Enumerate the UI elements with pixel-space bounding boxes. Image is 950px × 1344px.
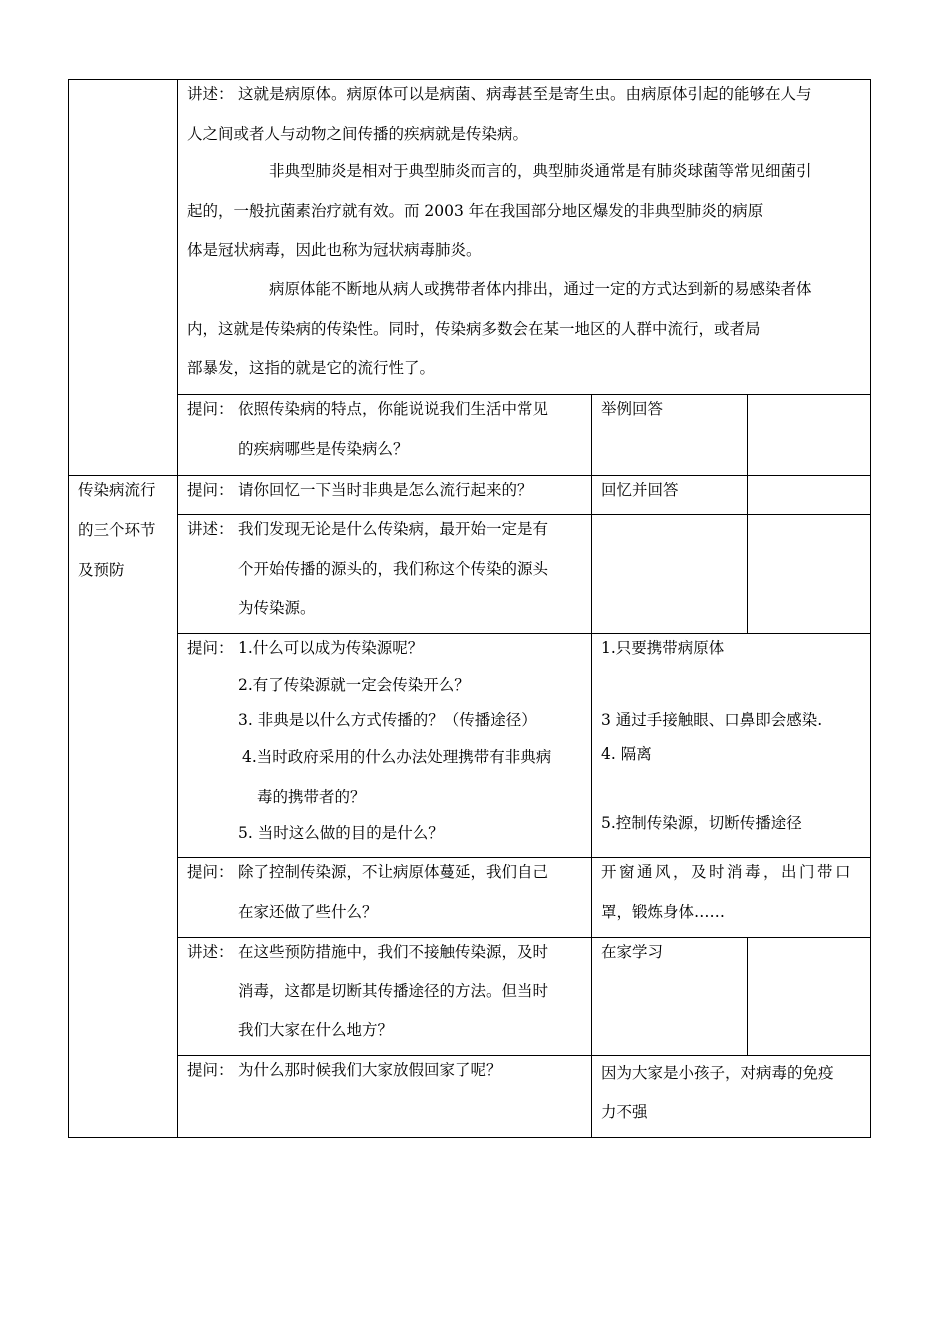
intro-line: 体是冠状病毒，因此也称为冠状病毒肺炎。: [187, 241, 482, 259]
answer-text: 力不强: [601, 1103, 648, 1121]
question-label: 提问：: [187, 400, 234, 418]
question-line: 1.什么可以成为传染源呢？: [238, 639, 424, 657]
question-line: 依照传染病的特点，你能说说我们生活中常见: [238, 400, 549, 418]
intro-line: 病原体能不断地从病人或携带者体内排出，通过一定的方式达到新的易感染者体: [269, 280, 812, 298]
narration-line: 在这些预防措施中，我们不接触传染源，及时: [238, 943, 549, 961]
intro-line: 起的，一般抗菌素治疗就有效。而 2003 年在我国部分地区爆发的非典型肺炎的病原: [187, 202, 764, 220]
answer-text: 3 通过手接触眼、口鼻即会感染.: [601, 711, 823, 729]
narration-line: 消毒，这都是切断其传播途径的方法。但当时: [238, 982, 549, 1000]
question-line: 4.当时政府采用的什么办法处理携带有非典病: [242, 748, 552, 766]
narration-label: 讲述：: [187, 520, 234, 538]
narration-line: 个开始传播的源头的，我们称这个传染的源头: [238, 560, 549, 578]
question-line: 在家还做了些什么？: [238, 903, 378, 921]
question-label: 提问：: [187, 639, 234, 657]
answer-text: 回忆并回答: [601, 481, 679, 499]
answer-text: 在家学习: [601, 943, 664, 961]
answer-text: 开窗通风，及时消毒，出门带口: [601, 863, 854, 881]
question-line: 5. 当时这么做的目的是什么？: [238, 824, 444, 842]
question-line: 除了控制传染源，不让病原体蔓延，我们自己: [238, 863, 549, 881]
question-line: 请你回忆一下当时非典是怎么流行起来的？: [238, 481, 533, 499]
narration-line: 我们大家在什么地方？: [238, 1021, 394, 1039]
narration-line: 我们发现无论是什么传染病，最开始一定是有: [238, 520, 549, 538]
intro-line: 部暴发，这指的就是它的流行性了。: [187, 359, 436, 377]
answer-text: 1.只要携带病原体: [601, 639, 725, 657]
question-line: 3. 非典是以什么方式传播的？（传播途径）: [238, 711, 537, 729]
intro-line: 这就是病原体。病原体可以是病菌、病毒甚至是寄生虫。由病原体引起的能够在人与: [238, 85, 812, 103]
section-title-line: 传染病流行: [78, 481, 156, 499]
answer-text: 5.控制传染源，切断传播途径: [601, 814, 802, 832]
question-line: 毒的携带者的？: [257, 788, 366, 806]
intro-line: 人之间或者人与动物之间传播的疾病就是传染病。: [187, 125, 529, 143]
intro-line: 内，这就是传染病的传染性。同时，传染病多数会在某一地区的人群中流行，或者局: [187, 320, 761, 338]
answer-text: 因为大家是小孩子，对病毒的免疫: [601, 1064, 834, 1082]
intro-label: 讲述：: [187, 85, 234, 103]
question-label: 提问：: [187, 863, 234, 881]
intro-line: 非典型肺炎是相对于典型肺炎而言的，典型肺炎通常是有肺炎球菌等常见细菌引: [269, 162, 812, 180]
question-label: 提问：: [187, 481, 234, 499]
question-line: 2.有了传染源就一定会传染开么？: [238, 676, 470, 694]
answer-text: 罩，锻炼身体……: [601, 903, 726, 921]
question-line: 的疾病哪些是传染病么？: [238, 440, 409, 458]
section-title-line: 及预防: [78, 561, 125, 579]
narration-line: 为传染源。: [238, 599, 316, 617]
narration-label: 讲述：: [187, 943, 234, 961]
section-title-line: 的三个环节: [78, 521, 156, 539]
answer-text: 举例回答: [601, 400, 664, 418]
answer-text: 4. 隔离: [601, 745, 652, 763]
question-line: 为什么那时候我们大家放假回家了呢？: [238, 1061, 502, 1079]
question-label: 提问：: [187, 1061, 234, 1079]
